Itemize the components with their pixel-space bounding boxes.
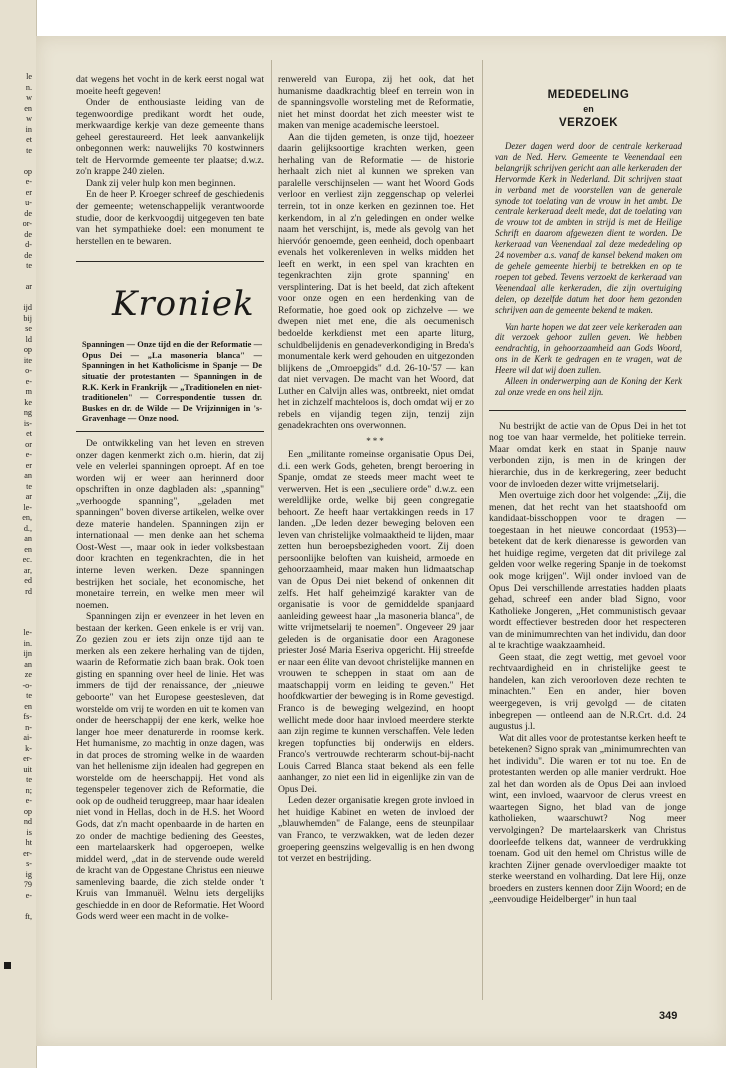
paragraph: renwereld van Europa, zij het ook, dat het humanisme daadkrachtig bleef en terrein won in de spanningsvolle worsteling met de Reformatie, niet het minst doordat het zich meester wist te maken van menige academische leerstoel. <box>278 74 474 132</box>
previous-page-fragment: n- <box>25 722 32 732</box>
paragraph: Men overtuige zich door het volgende: „Zij, die menen, dat het recht van het staatshoofd om kandidaat-bisschoppen voor te dragen — toegestaan in het nieuwe concordaat (1953)—betekent dat de kerk dienaresse is geworden van het huidige regime, vergeten dat dit privilege zal gelden voor welke regering Spanje in de toekomst ook moge krijgen". Wijl onder invloed van de Opus Dei verschillende arrestaties hadden plaats gehad, schreef een ander blad Signo, voor Katholieke Jongeren, „Het communistisch gevaar wordt effectiever bestreden door het respecteren van de minimumrechten van het individu, dan door al te krachtige waakzaamheid. <box>489 490 686 652</box>
previous-page-fragment: in <box>25 124 32 134</box>
previous-page-fragment: ke <box>24 397 32 407</box>
previous-page-fragment: is <box>26 827 32 837</box>
previous-page-fragment: e- <box>25 376 32 386</box>
paragraph: Leden dezer organisatie kregen grote invloed in het huidige Kabinet en weten de invloed der „blauwhemden" de Falange, eens de steunpilaar van Franco, te verzwakken, wat de leden dezer groepering geenszins welgevallig is en hen dwong tot verzet en bestrijding. <box>278 795 474 865</box>
notice-title: MEDEDELING <box>547 89 630 101</box>
previous-page-fragment: ijd <box>23 303 32 312</box>
previous-page-fragment: er- <box>23 848 32 858</box>
previous-page-fragment: te <box>26 775 32 784</box>
previous-page-fragment: bij <box>23 313 32 323</box>
previous-page-fragment: te <box>26 261 32 270</box>
previous-page-fragment: de <box>24 208 32 218</box>
paragraph: Dank zij veler hulp kon men beginnen. <box>86 177 236 189</box>
previous-page-fragment: an <box>24 471 32 480</box>
notice-paragraph: Dezer dagen werd door de centrale kerkeraad van de Ned. Herv. Gemeente te Veenendaal een belangrijk schrijven gericht aan alle kerkeraden der Hervormde Kerk in Nederland. Dit schrijven staat in verband met de voorstellen van de generale synode tot toelating van de vrouw in het ambt. De centrale kerkeraad deelt mede, dat de toelating van de vrouw tot de ambten in strijd is met de Heilige Schrift en daarom afgewezen dient te worden. De kerkeraad van Veenendaal zal deze mededeling op 24 november a.s. vanaf de kansel bekend maken om de gehele gemeente hierbij te betrekken en op te roepen tot gebed. Tevens verzoekt de kerkeraad van Veenendaal alle kerkeraden, die zijn overtuiging delen, op dezelfde datum het door hem gezonden schrijven aan de gemeente bekend te maken. <box>495 141 682 315</box>
previous-page-text-top <box>0 72 34 597</box>
previous-page-fragment: e- <box>25 890 32 900</box>
page-number: 349 <box>659 1010 678 1022</box>
previous-page-fragment: ijn <box>23 649 32 658</box>
previous-page-fragment: 79 <box>23 880 32 889</box>
previous-page-fragment: ze <box>24 670 32 679</box>
previous-page-fragment: ig <box>25 869 32 879</box>
paragraph: Nu bestrijkt de actie van de Opus Dei in het tot nog toe van haar vermelde, het politieke terrein. Maar omdat kerk en staat in Spanje nauw verbonden zijn, is men in de kringen der hierarchie, dus in de kerkregering, zeer beducht voor de invloeden dezer witte vrijmetselarij. <box>489 420 686 490</box>
previous-page-fragment: en <box>24 701 32 711</box>
previous-page-fragment: n. <box>25 82 32 92</box>
previous-page-fragment: s- <box>26 859 32 868</box>
previous-page-fragment: is- <box>23 418 32 428</box>
kroniek-section-header <box>76 261 264 432</box>
previous-page-edge <box>0 0 37 1068</box>
previous-page-fragment <box>0 156 34 167</box>
previous-page-fragment: et <box>26 135 32 144</box>
previous-page-fragment: d., <box>23 523 32 533</box>
previous-page-fragment <box>0 272 34 283</box>
kroniek-subtitle: Spanningen — Onze tijd en die der Reformatie — Opus Dei — „La masoneria blanca" — Spanningen in het Katholicisme in Spanje — De situatie der protestanten — Spanningen in de R.K. Kerk in Frankrijk — „Traditionelen en niet-traditionelen" — Correspondentie tussen dr. Buskes en dr. de Wilde — De Vrijzinnigen in 's-Gravenhage — Onze nood. <box>82 340 262 424</box>
previous-page-fragment <box>0 293 34 304</box>
previous-page-fragment: de <box>24 229 32 239</box>
previous-page-fragment: fs- <box>23 712 32 721</box>
previous-page-fragment: uit <box>23 764 32 774</box>
paragraph: Wat dit alles voor de protestantse kerken heeft te betekenen? Signo sprak van „minimumrechten van het individu". Die waren er tot nu toe. En de protestanten werden op alle manier verdrukt. Hoe zal het dan worden als de Opus Dei aan invloed wint, een invloed, waarvoor de clerus vreest en waartegen Signo, het blad van de jonge katholieken, waarschuwt? Nog meer vervolgingen? De martelaarskerk van Christus doorleefde telkens dat, wanneer de verdrukking toenam. God uit den hemel om Christus wille de krachten Zijner genade overvloediger maakte tot sterke weerstand en volharding. Dat lere Hij, onze broeders en zusters kennen door Zijn Woord; en de „eenvoudige Heidelberger" in hun taal <box>489 732 686 906</box>
paragraph: Aan die tijden gemeten, is onze tijd, hoezeer daarin gelijksoortige krachten werken, geen herhaling van de Reformatie — de historie herhaalt zich niet al kunnen we spreken van paralelle verschijnselen — want het Woord Gods verloor en verliest zijn zeggenschap op velerlei terrein, tot in onze kerken en gezinnen toe. Het kerkendom, in al z'n geledingen en onder welke naam het verschijnt, is, mede als gevolg van het hiervóór genoemde, geen eenheid, doch openbaart evenals het volkerenleven in welks midden het leeft en werkt, in een spel van krachten en tegenkrachten zijn grote spanning' en versplintering. Dat is het beeld, dat zich aftekent voor onze ogen en een herdenking van de Reformatie, hoe goed ook op zichzelve — we dwepen niet met ene, die als oecumenisch bedoelde kerkdienst met een aparte liturg, schuldbelijdenis en genadeverkondiging in Breda's monumentale kerk werd gehouden en uitgezonden blijkens de „Omroepgids" d.d. 26-10-'57 — kan dat niet vervagen. De macht van het Woord, dat Luther en Calvijn alles was, ontbreekt, niet omdat het in zichzelf machteloos is, doch omdat wij er zo rebels en vijandig tegen zijn, tenzij zijn genadekrachten ons overwonnen. <box>278 131 474 432</box>
previous-page-fragment: n; <box>25 785 32 795</box>
notice-paragraph: Alleen in onderwerping aan de Koning der Kerk zal onze vrede en ons heil zijn. <box>495 376 682 397</box>
column-rule-1 <box>271 60 272 1000</box>
previous-page-fragment: se <box>25 324 32 333</box>
previous-page-fragment: et <box>26 429 32 438</box>
paragraph: Een „militante romeinse organisatie Opus Dei, d.i. een werk Gods, geheten, brengt beroering in Spanje, omdat ze steeds meer macht weet te verwerven. Het is een „seculiere orde" d.w.z. een wereldlijke orde, welke bij geen congregatie behoort. Ze heeft haar vertakkingen reeds in 17 landen. „De leden dezer beweging beloven een leven van christelijke volmaaktheid te lijden, maar zetten hun beroepsbezigheden voort. Zij doen persoonlijke beloften van kuisheid, armoede en gehoorzaamheid, maar maken hun lidmaatschap van de Opus Dei niet bekend of onkennen dit zelfs. Het half geheimzigé karakter van de organisatie is voor de gemiddelde spanjaard aanleiding geweest haar „la masoneria blanca", de witte vrijmetselarij te noemen". Ongeveer 29 jaar geleden is de organisatie door een Aragonese priester José Maria Eseriva opgericht. Hij streefde er naar een élite van devoot christelijke mannen en vrouwen te scheppen in staat om aan de maatschappij vorm en leiding te geven." Het hoofdkwartier der beweging is in Rome gevestigd. Franco is de beweging welgezind, en hoopt wellicht mede door haar invloed meerdere sterkte aan zijn regime te kunnen verschaffen. Vele leden kregen topfuncties bij onderwijs en elders. Franco's vertrouwde rechterarm schout-bij-nacht Louis Carred Blanca staat bekend als een felle aanhanger, zo niet een lid in eigenlijke zin van de Opus Dei. <box>278 448 474 795</box>
previous-page-fragment: ai- <box>23 733 32 742</box>
previous-page-fragment: le- <box>23 628 32 637</box>
previous-page-fragment: ar <box>25 492 32 501</box>
previous-page-fragment: en, <box>22 513 32 522</box>
previous-page-fragment: an <box>24 534 32 543</box>
previous-page-fragment: w <box>26 93 32 102</box>
previous-page-fragment: op <box>23 166 32 176</box>
previous-page-fragment: or <box>25 439 32 449</box>
previous-page-fragment: ec. <box>22 555 32 564</box>
previous-page-fragment: u- <box>25 198 32 207</box>
previous-page-fragment: de <box>24 250 32 260</box>
previous-page-fragment: ar <box>25 282 32 291</box>
previous-page-fragment: er <box>25 187 32 197</box>
previous-page-fragment <box>0 901 34 912</box>
previous-page-fragment: e- <box>25 796 32 805</box>
previous-page-fragment: m <box>25 387 32 396</box>
paragraph: dat wegens het vocht in de kerk eerst nogal wat moeite heeft gegeven! <box>76 74 264 97</box>
previous-page-fragment: ld <box>25 334 32 344</box>
previous-page-fragment: or- <box>22 219 32 228</box>
previous-page-fragment: le <box>26 72 32 81</box>
previous-page-fragment: an <box>24 659 32 669</box>
previous-page-fragment: op <box>23 806 32 816</box>
previous-page-fragment: te <box>26 481 32 491</box>
notice-box <box>489 74 686 411</box>
previous-page-fragment: rd <box>25 586 32 596</box>
paragraph: Geen staat, die zegt wettig, met gevoel voor rechtvaardigheid en in christelijke geest te handelen, kan zich veroorloven deze rechten te minachten." Een en ander, hier boven weergegeven, is vrij gevolgd — de citaten inbegrepen — ontleend aan de N.R.Crt. d.d. 24 augustus j.l. <box>489 651 686 733</box>
previous-page-fragment: er <box>25 460 32 470</box>
previous-page-fragment: nd <box>23 817 32 826</box>
column-middle <box>278 74 474 1004</box>
notice-title-conjunction: en <box>583 104 594 114</box>
previous-page-fragment: te <box>26 145 32 155</box>
kroniek-title: Kroniek <box>112 284 255 325</box>
previous-page-fragment: d- <box>25 240 32 249</box>
previous-page-fragment: te <box>26 691 32 700</box>
column-left <box>76 74 264 1004</box>
previous-page-fragment: ng <box>23 408 32 417</box>
previous-page-fragment: e- <box>25 450 32 459</box>
previous-page-fragment: le- <box>23 502 32 512</box>
previous-page-fragment: op <box>23 345 32 354</box>
paragraph: En de heer P. Kroeger schreef de geschiedenis der gemeente; wetenschappelijk verantwoorde studie, door de kerkvoogdij uitgegeven ten bate van het sympathieke doel: een monument te herstellen en te bewaren. <box>76 189 264 247</box>
previous-page-fragment: w <box>26 114 32 123</box>
previous-page-fragment: en <box>24 544 32 554</box>
previous-page-fragment: ht <box>25 838 32 847</box>
previous-page-fragment: er- <box>23 754 32 763</box>
previous-page-fragment: ed <box>24 576 32 585</box>
previous-page-fragment: o- <box>25 366 32 375</box>
paragraph: Onder de enthousiaste leiding van de tegenwoordige predikant wordt het oude, merkwaardige kerkje van deze gemeente thans geheel gerestaureerd. Het leek aanvankelijk onbegonnen werk: nauwelijks 70 kostwinners telt de Hervormde gemeente ter plaatse; d.w.z. zo'n krappe 240 zielen. <box>76 97 264 178</box>
column-rule-2 <box>482 60 483 1000</box>
bullet-square <box>4 962 11 969</box>
notice-paragraph: Van harte hopen we dat zeer vele kerkeraden aan dit verzoek gehoor zullen geven. We hebben eendrachtig, in gehoorzaamheid aan Gods Woord, ons in de Kerk te gedragen en te vragen, wat de Heere wil dat wij doen zullen. <box>495 321 682 376</box>
paragraph: De ontwikkeling van het leven en streven onzer dagen kenmerkt zich o.m. hierin, dat zij vele en velerlei spanningen oproept. Af en toe worden wij er weer aan herinnerd door opschriften in onze dagbladen als: „spanning" „verhoogde spanning", „geladen met spanningen" boven diverse artikelen, welke over deze materie handelen. Spanningen zijn er internationaal — men denke aan het schema Oost-West —, maar ook in ieder volksbestaan door krachten en tegenkrachten, die in het interne leven werken. Deze spanningen bestrijken het sociale, het economische, het monetaire terrein, en welke men meer wil noemen. <box>76 437 264 611</box>
notice-title-second: VERZOEK <box>558 117 619 129</box>
previous-page-fragment: ar, <box>23 565 32 575</box>
previous-page-fragment: k- <box>25 743 32 753</box>
previous-page-fragment: ite <box>23 355 32 365</box>
previous-page-fragment: in. <box>23 638 32 648</box>
paragraph: Spanningen zijn er evenzeer in het leven en bestaan der kerken. Geen enkele is er vrij van. Zo gezien zou er iets zijn onze tijd aan te merken als een zekere herhaling van de tijden, waarin de Reformatie zich baan brak. Ook toen gisting en spanning over heel de linie. Het was immers de tijd der renaissance, der „nieuwe geboorte" van het Europese geestesleven, dat worstelde om vrij te worden en uit te komen van onder de heerschappij der ene kerk, welke hoe langer hoe meer denaturerde in roomse kerk. Het humanisme, zo machtig in onze dagen, was in dat proces de stroming welke in de waarden van het hellenisme zijn idealen had gegrepen en worstelde om de heerschappij. Het vond als tegenspeler tegenover zich de Reformatie, die ook op de oudheid teruggreep, maar haar idealen niet vond in Hellas, doch in de H.S. het Woord Gods, dat z'n macht openbaarde in de harten en zo onder de machtige bediening des Geestes, een martelaarskerk had opgeroepen, welke middel werd, „dat in de stervende oude wereld de kracht van de Opgestane Christus een nieuwe samenleving baarde, die zich stelde onder 't Kruis van Immanuël. Welnu iets dergelijks geschiedde in en door de Reformatie. Het Woord Gods werd weer een macht in de volke- <box>76 611 264 923</box>
previous-page-text-bottom <box>0 628 34 922</box>
column-right <box>489 74 686 1004</box>
section-divider: *** <box>366 435 386 446</box>
previous-page-fragment: e- <box>25 177 32 186</box>
previous-page-fragment: -o- <box>22 680 32 690</box>
previous-page-fragment: ft, <box>24 911 32 921</box>
previous-page-fragment: en <box>24 103 32 113</box>
